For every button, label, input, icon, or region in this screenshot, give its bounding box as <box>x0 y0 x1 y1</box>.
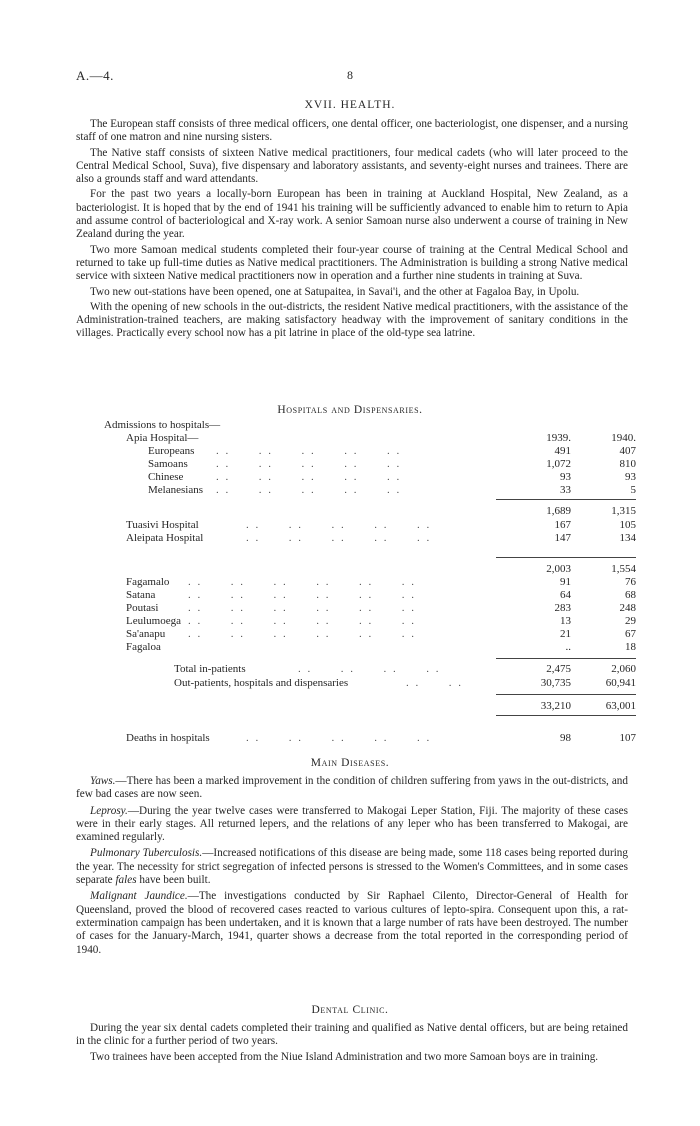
value-1939: 167 <box>554 519 571 531</box>
table-row <box>76 518 636 532</box>
grand-total-1939: 33,210 <box>540 700 571 712</box>
total-rule <box>496 715 571 716</box>
value-1939: 91 <box>560 576 571 588</box>
year-header-1940: 1940. <box>611 432 636 444</box>
value-1940: 105 <box>619 519 636 531</box>
table-row <box>76 457 636 471</box>
value-1939: 33 <box>560 484 571 496</box>
year-header-1939: 1939. <box>546 432 571 444</box>
leader-dots: . . . . . . . . . . . . <box>188 576 416 588</box>
intro-paragraph: The Native staff consists of sixteen Native medical practitioners, four medical cadets (who will later proceed to the Central Medical School, Suva), five dispensary and laboratory assistants, and seventy-eight nurses and trainees. There are also a grounds staff and ward attendants. <box>76 146 628 186</box>
total-rule <box>566 694 636 695</box>
disease-text-tail: have been built. <box>136 874 211 887</box>
value-1940: 76 <box>625 576 636 588</box>
disease-text: —Increased notifications of this disease are being made, some 118 cases being reported during the year. The necessity for strict segregation of infected persons is stressed to the Women's Committees, and in some cases separate <box>76 847 628 887</box>
leader-dots: . . . . . . . . . . . . <box>188 628 416 640</box>
value-1940: 134 <box>619 532 636 544</box>
hospitals-total-1940: 1,554 <box>611 563 636 575</box>
intro-paragraph: For the past two years a locally-born European has been in training at Auckland Hospital, New Zealand, as a bacteriologist. It is hoped that by the end of 1941 his training will be sufficiently advanced to enable him to return to Apia and assume control of bacteriological and X-ray work. A senior Samoan nurse also underwent a course of training in New Zealand during the year. <box>76 188 628 241</box>
disease-term: Leprosy. <box>90 804 128 817</box>
hospitals-total-1939: 2,003 <box>546 563 571 575</box>
value-1940: 2,060 <box>611 663 636 675</box>
leader-dots: . . . . <box>406 677 463 689</box>
disease-paragraph <box>76 805 628 845</box>
disease-term: Malignant Jaundice. <box>90 890 188 903</box>
disease-text: —The investigations conducted by Sir Raphael Cilento, Director-General of Health for Queensland, proved the blood of recovered cases reacted to various cultures of lepto-spira. Consequent upon this, a rat-extermination campaign has been undertaken, and it is known that a large number of rats have been destroyed. The number of cases for the January-March, 1941, quarter shows a decrease from the total reported in the corresponding period of 1940. <box>76 890 628 956</box>
disease-text: —There has been a marked improvement in the condition of children suffering from yaws in the out-districts, and few bad cases are now seen. <box>76 775 628 801</box>
value-1940: 248 <box>619 602 636 614</box>
leader-dots: . . . . . . . . . . <box>216 458 402 470</box>
row-label: Deaths in hospitals <box>126 732 210 744</box>
total-rule <box>566 715 636 716</box>
value-1940: 93 <box>625 471 636 483</box>
value-1940: 68 <box>625 589 636 601</box>
row-label: Poutasi <box>126 602 159 614</box>
row-label: Fagaloa <box>126 641 161 653</box>
value-1939: 491 <box>554 445 571 457</box>
table-row <box>76 470 636 484</box>
value-1940: 67 <box>625 628 636 640</box>
value-1940: 407 <box>619 445 636 457</box>
subtotal-rule <box>496 557 571 558</box>
total-rule <box>566 658 636 659</box>
subtotal-rule <box>566 557 636 558</box>
row-label: Leulumoega <box>126 615 181 627</box>
leader-dots: . . . . . . . . . . <box>216 484 402 496</box>
leader-dots: . . . . . . . . . . <box>216 445 402 457</box>
table-row <box>76 662 636 676</box>
disease-paragraph <box>76 775 628 802</box>
table-row <box>76 444 636 458</box>
subtotal-row <box>76 562 636 576</box>
row-label: Fagamalo <box>126 576 170 588</box>
row-label: Chinese <box>148 471 184 483</box>
main-diseases-title: Main Diseases. <box>310 757 390 769</box>
intro-paragraph: Two more Samoan medical students completed their four-year course of training at the Central Medical School and returned to take up full-time duties as Native medical practitioners. The Administration is building a strong Native medical service with sixteen Native medical practitioners now in operation and a further nine students in training at Suva. <box>76 243 628 283</box>
total-rule <box>496 694 571 695</box>
value-1939: 21 <box>560 628 571 640</box>
leader-dots: . . . . . . . . . . <box>246 532 432 544</box>
page-reference: A.—4. <box>76 68 114 83</box>
value-1940: 18 <box>625 641 636 653</box>
disease-paragraph <box>76 847 628 887</box>
leader-dots: . . . . . . . . . . . . <box>188 589 416 601</box>
leader-dots: . . . . . . . . . . . . <box>188 615 416 627</box>
grand-total-1940: 63,001 <box>605 700 636 712</box>
main-diseases-text <box>76 775 628 957</box>
apia-total-1940: 1,315 <box>611 505 636 517</box>
disease-text: —During the year twelve cases were transferred to Makogai Leper Station, Fiji. The majority of these cases were in their early stages. All returned lepers, and the relations of any leper who has been transferred to Makogai, are examined regularly. <box>76 804 628 844</box>
intro-text <box>76 118 628 341</box>
value-1939: 1,072 <box>546 458 571 470</box>
disease-term: Pulmonary Tuberculosis. <box>90 847 203 860</box>
value-1940: 29 <box>625 615 636 627</box>
value-1939: .. <box>565 641 571 653</box>
leader-dots: . . . . . . . . . . <box>216 471 402 483</box>
value-1939: 98 <box>560 732 571 744</box>
value-1939: 64 <box>560 589 571 601</box>
apia-hospital-label: Apia Hospital— <box>126 432 199 444</box>
value-1939: 283 <box>554 602 571 614</box>
table-row <box>76 676 636 690</box>
dental-clinic-title: Dental Clinic. <box>311 1004 389 1016</box>
admissions-label: Admissions to hospitals— <box>104 419 221 431</box>
value-1940: 5 <box>630 484 636 496</box>
subtotal-row <box>76 504 636 518</box>
value-1940: 810 <box>619 458 636 470</box>
dental-paragraph: Two trainees have been accepted from the Niue Island Administration and two more Samoan boys are in training. <box>90 1050 599 1063</box>
table-row <box>76 588 636 602</box>
value-1939: 2,475 <box>546 663 571 675</box>
value-1939: 93 <box>560 471 571 483</box>
leader-dots: . . . . . . . . . . <box>246 732 432 744</box>
subtotal-rule <box>566 499 636 500</box>
row-label: Europeans <box>148 445 195 457</box>
disease-emphasis: fales <box>115 874 137 887</box>
subtotal-rule <box>496 499 571 500</box>
table-row <box>76 640 636 654</box>
total-rule <box>496 658 571 659</box>
row-label: Out-patients, hospitals and dispensaries <box>174 677 349 689</box>
dental-paragraph: During the year six dental cadets completed their training and qualified as Native dental officers, but are being retained in the clinic for a further period of two years. <box>76 1022 628 1048</box>
table-row <box>76 614 636 628</box>
table-row <box>76 483 636 497</box>
disease-term: Yaws. <box>90 775 116 787</box>
value-1940: 107 <box>619 732 636 744</box>
intro-paragraph: The European staff consists of three medical officers, one dental officer, one bacteriologist, one dispenser, and a nursing staff of one matron and nine nursing sisters. <box>76 118 628 144</box>
disease-paragraph <box>76 890 628 956</box>
table-row <box>76 627 636 641</box>
row-label: Tuasivi Hospital <box>126 519 199 531</box>
row-label: Melanesians <box>148 484 203 496</box>
row-label: Total in-patients <box>174 663 246 675</box>
value-1939: 147 <box>554 532 571 544</box>
table-row <box>76 601 636 615</box>
apia-total-1939: 1,689 <box>546 505 571 517</box>
table-row <box>76 531 636 545</box>
page-number: 8 <box>347 68 353 82</box>
intro-paragraph: Two new out-stations have been opened, one at Satupaitea, in Savai'i, and the other at Fagaloa Bay, in Upolu. <box>90 285 580 298</box>
section-title: XVII. HEALTH. <box>304 99 396 111</box>
row-label: Sa'anapu <box>126 628 166 640</box>
dental-clinic-text <box>76 1022 628 1064</box>
grand-total-row <box>76 699 636 713</box>
value-1939: 13 <box>560 615 571 627</box>
row-label: Samoans <box>148 458 188 470</box>
row-label: Satana <box>126 589 156 601</box>
value-1939: 30,735 <box>540 677 571 689</box>
table-row <box>76 575 636 589</box>
intro-paragraph: With the opening of new schools in the out-districts, the resident Native medical practitioners, with the assistance of the Administration-trained teachers, are making satisfactory headway with the improvement of sanitary conditions in the villages. Practically every school now has a pit latrine in place of the old-type sea latrine. <box>76 300 628 340</box>
value-1940: 60,941 <box>605 677 636 689</box>
table-row <box>76 731 636 745</box>
leader-dots: . . . . . . . . . . <box>246 519 432 531</box>
row-label: Aleipata Hospital <box>126 532 204 544</box>
leader-dots: . . . . . . . . . . . . <box>188 602 416 614</box>
table-title: Hospitals and Dispensaries. <box>277 404 423 416</box>
leader-dots: . . . . . . . . <box>298 663 441 675</box>
